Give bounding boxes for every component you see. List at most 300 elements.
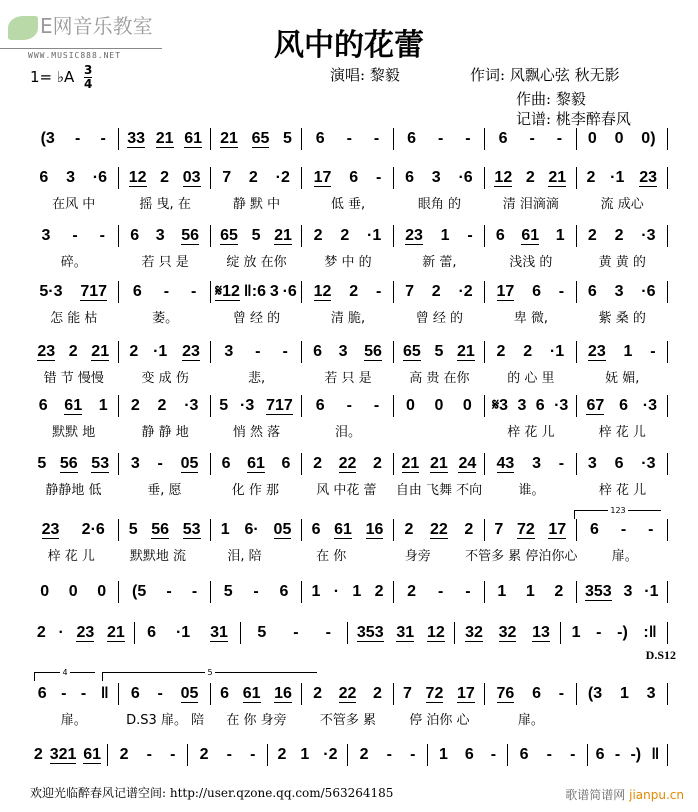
lyric-segment: 扉。 xyxy=(517,713,544,728)
note-group: 0 xyxy=(40,583,50,600)
note-group: - xyxy=(558,455,565,472)
note-group: - xyxy=(558,283,565,300)
note-group: 0 xyxy=(462,397,472,414)
lyrics-line xyxy=(28,193,668,212)
notes-line xyxy=(28,683,668,705)
note-group: · xyxy=(333,583,340,600)
note-group: - xyxy=(490,746,497,763)
note-group: 61 xyxy=(334,520,352,538)
note-group: 3 xyxy=(41,227,51,244)
note-group: 21 xyxy=(106,623,125,641)
note-group: 2 xyxy=(313,685,322,702)
measure xyxy=(561,622,668,644)
note-group: - xyxy=(74,130,81,147)
note-group: 05 xyxy=(180,684,199,702)
note-group: 2 xyxy=(68,343,78,360)
note-group: 5 xyxy=(434,343,444,360)
note-group: 6 xyxy=(38,397,48,414)
note-group: 6 xyxy=(281,455,291,472)
measure xyxy=(302,341,393,363)
note-group: 17 xyxy=(456,684,475,702)
note-group: 16 xyxy=(274,684,292,702)
note-group: 53 xyxy=(182,520,201,538)
note-group: ·1 xyxy=(610,169,625,186)
volta-123 xyxy=(574,506,661,519)
lyric-segment: 默默 地 xyxy=(52,425,96,440)
measure xyxy=(485,128,576,150)
note-group: 321 xyxy=(49,745,77,763)
note-group: - xyxy=(465,130,471,147)
note-group: - xyxy=(596,624,602,641)
lyric-segment: 紫 桑 的 xyxy=(598,311,646,326)
lyric-segment: 不管多 累 xyxy=(319,713,377,728)
note-group: 5 xyxy=(251,227,261,244)
note-group: - xyxy=(650,343,656,360)
lyric-segment: 碎。 xyxy=(60,255,87,270)
note-group: 3 xyxy=(587,455,597,472)
key-signature: 1= ♭A xyxy=(30,68,75,86)
lyric-segment: 静 静 地 xyxy=(141,425,189,440)
note-group: 17 xyxy=(548,520,567,538)
lyric-segment: 若 只 是 xyxy=(141,255,189,270)
lyric-segment: 清 泪滴滴 xyxy=(502,197,559,212)
note-group: 5 xyxy=(257,624,267,641)
measure xyxy=(485,519,576,541)
note-group: 23 xyxy=(37,342,56,360)
note-group: 22 xyxy=(429,520,448,538)
note-group: ·3 xyxy=(240,397,255,414)
note-group: 23 xyxy=(41,520,60,538)
notes-line xyxy=(28,395,668,417)
note-group: ·6 xyxy=(641,283,656,300)
lyric-segment: 垂, 愿 xyxy=(147,483,182,498)
notes-line xyxy=(28,167,668,189)
note-group: 6 xyxy=(619,397,628,414)
note-group: 12 xyxy=(426,623,445,641)
volta-label: 4 xyxy=(62,668,68,677)
measure xyxy=(485,453,576,475)
measure xyxy=(577,581,668,603)
note-group: 2 xyxy=(404,521,414,538)
note-group: - xyxy=(620,521,627,538)
measure xyxy=(577,519,668,541)
lyric-segment: 梓 花 儿 xyxy=(598,483,647,498)
note-group: ·2 xyxy=(275,169,290,186)
measure xyxy=(577,341,668,363)
measure xyxy=(302,281,393,303)
note-group: - xyxy=(157,685,163,702)
lyric-segment: 新 蕾, xyxy=(422,255,457,270)
note-group: 6 xyxy=(349,169,359,186)
note-group: 21 xyxy=(274,226,292,244)
watermark-cn: 歌谱简谱网 xyxy=(565,788,626,802)
note-group: - xyxy=(410,746,416,763)
note-group: 1 xyxy=(497,583,507,600)
lyric-segment: 高 贵 在你 xyxy=(409,371,470,386)
note-group: -) xyxy=(617,624,628,641)
lyrics-line xyxy=(28,307,668,326)
notes-line xyxy=(28,519,668,541)
note-group: ·2 xyxy=(458,283,473,300)
note-group: ·6 xyxy=(92,169,107,186)
note-group: 3 xyxy=(517,397,527,414)
note-group: 6 xyxy=(279,583,289,600)
note-group: 2 xyxy=(36,624,46,641)
measure xyxy=(394,167,485,189)
lyric-segment: 摇 曳, 在 xyxy=(139,197,191,212)
transcriber: 记谱: 桃李醉春风 xyxy=(516,110,631,128)
note-group: 1 xyxy=(438,746,448,763)
note-group: 717 xyxy=(80,282,108,300)
note-group: 2 xyxy=(277,746,287,763)
logo-text: E网音乐教室 xyxy=(40,14,153,38)
volta-label: 5 xyxy=(207,668,213,677)
note-group: 1 xyxy=(525,583,535,600)
note-group: 6 xyxy=(614,455,624,472)
note-group: 32 xyxy=(498,623,517,641)
measure xyxy=(119,453,210,475)
note-group: 21 xyxy=(220,129,238,147)
measure xyxy=(394,453,485,475)
lyric-segment: 静 默 中 xyxy=(232,197,281,212)
lyric-segment: 浅浅 的 xyxy=(509,255,553,270)
lyric-segment: 梓 花 儿 xyxy=(598,425,646,440)
note-group: 6 xyxy=(220,685,230,702)
note-group: - xyxy=(346,397,352,414)
measure xyxy=(302,453,393,475)
measure xyxy=(302,128,393,150)
note-group: 21 xyxy=(429,454,448,472)
note-group: 1 xyxy=(619,685,629,702)
note-group: 6 xyxy=(532,283,541,300)
measure xyxy=(577,453,668,475)
note-group: 2 xyxy=(523,343,533,360)
note-group: - xyxy=(72,227,78,244)
measure xyxy=(135,622,242,644)
lyricist: 作词: 风飘心弦 秋无影 xyxy=(470,66,620,84)
note-group: 1 xyxy=(623,343,633,360)
note-group: 21 xyxy=(401,454,420,472)
note-group: - xyxy=(438,583,444,600)
note-group: 3 xyxy=(155,227,165,244)
note-group: ·3 xyxy=(642,397,658,414)
note-group: 17 xyxy=(313,168,332,186)
lyric-segment: 绽 放 在你 xyxy=(226,255,287,270)
note-group: 6 xyxy=(590,521,599,538)
measure xyxy=(348,622,455,644)
notes-line xyxy=(28,281,668,303)
lyrics-line xyxy=(28,479,668,498)
note-group: 21 xyxy=(155,129,174,147)
note-group: - xyxy=(467,227,473,244)
note-group: 0 xyxy=(97,583,107,600)
score-row xyxy=(28,167,668,212)
note-group: 1 xyxy=(571,624,581,641)
measure xyxy=(485,395,576,417)
ts-bottom: 4 xyxy=(84,77,93,91)
note-group: 3 xyxy=(646,685,656,702)
watermark-en: jianpu.cn xyxy=(629,788,684,802)
note-group: 5 xyxy=(37,455,47,472)
notes-line xyxy=(28,744,668,766)
note-group: 6 xyxy=(315,397,325,414)
measure xyxy=(119,581,210,603)
note-group: - xyxy=(614,746,621,763)
lyrics-line xyxy=(28,251,668,270)
note-group: - xyxy=(375,283,382,300)
note-group: - xyxy=(170,746,176,763)
measure xyxy=(119,395,210,417)
measure xyxy=(211,281,302,303)
measure xyxy=(302,683,393,705)
note-group: 05 xyxy=(273,520,292,538)
lyric-segment: 风 中花 蕾 xyxy=(316,483,377,498)
note-group: ·3 xyxy=(184,397,199,414)
note-group: - xyxy=(465,583,471,600)
note-group: 56 xyxy=(364,342,382,360)
note-group: 1 xyxy=(300,746,310,763)
note-group: 7 xyxy=(403,685,412,702)
measure xyxy=(211,519,302,541)
measure xyxy=(28,744,108,766)
measure xyxy=(211,128,302,150)
lyric-segment: 默默地 流 xyxy=(129,549,186,564)
note-group: 23 xyxy=(182,342,200,360)
note-group: ‖ xyxy=(100,685,109,702)
lyric-segment: 身旁 xyxy=(404,549,431,564)
notes-line xyxy=(28,225,668,247)
measure xyxy=(577,225,668,247)
lyric-segment: 自由 飞舞 不向 xyxy=(395,483,483,498)
measure xyxy=(28,581,119,603)
note-group: 23 xyxy=(639,168,658,186)
note-group: 12 xyxy=(128,168,147,186)
note-group: ‖:6 xyxy=(243,283,266,300)
score-row xyxy=(28,453,668,498)
notes-line xyxy=(28,453,668,475)
measure xyxy=(577,683,668,705)
measure xyxy=(211,453,302,475)
note-group: 2 xyxy=(614,227,624,244)
measure xyxy=(28,395,119,417)
note-group: 56 xyxy=(59,454,78,472)
note-group: 5 xyxy=(283,130,292,147)
note-group: (5 xyxy=(132,583,147,600)
note-group: 6 xyxy=(405,169,414,186)
note-group: - xyxy=(529,130,535,147)
score-row xyxy=(28,581,668,603)
note-group: - xyxy=(100,130,106,147)
note-group: - xyxy=(282,343,288,360)
note-group: 1 xyxy=(98,397,108,414)
measure xyxy=(428,744,508,766)
note-group: 1 xyxy=(311,583,321,600)
note-group: 2 xyxy=(248,169,258,186)
score-row xyxy=(28,281,668,326)
lyric-segment: 眼角 的 xyxy=(417,197,461,212)
measure xyxy=(28,453,119,475)
note-group: 21 xyxy=(91,342,110,360)
note-group: 2 xyxy=(33,746,43,763)
measure xyxy=(348,744,428,766)
measure xyxy=(394,281,485,303)
lyric-segment: 化 作 那 xyxy=(231,483,280,498)
note-group: 6 xyxy=(595,746,605,763)
song-title: 风中的花蕾 xyxy=(274,28,424,63)
note-group: 6 xyxy=(221,455,231,472)
note-group: 7 xyxy=(222,169,232,186)
note-group: 16 xyxy=(365,520,384,538)
lyrics-line xyxy=(28,709,668,728)
note-group: 24 xyxy=(458,454,477,472)
note-group: 2 xyxy=(554,583,564,600)
ds-marking: D.S12 xyxy=(645,648,676,662)
notes-line xyxy=(28,341,668,363)
note-group: - xyxy=(375,169,382,186)
measure xyxy=(302,225,393,247)
note-group: 2 xyxy=(372,685,382,702)
measure xyxy=(268,744,348,766)
lyric-segment: 在风 中 xyxy=(52,197,96,212)
watermark xyxy=(565,786,684,803)
volta-5 xyxy=(102,668,317,681)
note-group: 03 xyxy=(182,168,201,186)
note-group: 67 xyxy=(586,396,605,414)
note-group: 6 xyxy=(495,227,505,244)
measure xyxy=(119,683,210,705)
measure xyxy=(394,128,485,150)
note-group: 6 xyxy=(37,685,47,702)
measure xyxy=(119,128,210,150)
measure xyxy=(28,622,135,644)
note-group: 33 xyxy=(127,129,146,147)
measure xyxy=(119,167,210,189)
note-group: 61 xyxy=(521,226,540,244)
measure xyxy=(28,683,119,705)
note-group: -) xyxy=(630,746,642,763)
note-group: 3 xyxy=(623,583,633,600)
lyric-segment: 泪。 xyxy=(334,425,361,440)
lyric-segment: 萎。 xyxy=(152,311,179,326)
measure xyxy=(485,341,576,363)
note-group: 2 xyxy=(129,343,139,360)
measure xyxy=(302,519,393,541)
note-group: 6 xyxy=(519,746,529,763)
note-group: 61 xyxy=(64,396,83,414)
note-group: 5·3 xyxy=(39,283,63,300)
measure xyxy=(28,128,119,150)
note-group: 61 xyxy=(184,129,202,147)
lyric-segment: 卑 微, xyxy=(513,311,548,326)
note-group: ·6 xyxy=(458,169,473,186)
measure xyxy=(28,281,119,303)
measure xyxy=(211,581,302,603)
note-group: 0) xyxy=(641,130,656,147)
lyric-segment: 妩 媚, xyxy=(605,371,640,386)
lyric-segment: 怎 能 枯 xyxy=(50,311,98,326)
note-group: 53 xyxy=(91,454,110,472)
note-group: 72 xyxy=(425,684,444,702)
measure xyxy=(188,744,268,766)
note-group: 1 xyxy=(352,583,362,600)
lyric-segment: 低 垂, xyxy=(330,197,366,212)
note-group: - xyxy=(570,746,576,763)
note-group: - xyxy=(191,283,197,300)
note-group: - xyxy=(373,397,380,414)
note-group: 6 xyxy=(130,685,140,702)
note-group: 72 xyxy=(516,520,535,538)
measure xyxy=(28,225,119,247)
lyric-segment xyxy=(394,421,485,440)
lyrics-line xyxy=(28,545,668,564)
note-group: ·1 xyxy=(549,343,565,360)
measure xyxy=(455,622,562,644)
note-group: 6 xyxy=(39,169,49,186)
note-group: 3 xyxy=(269,283,279,300)
ts-top: 3 xyxy=(84,63,93,77)
note-group: 2 xyxy=(160,169,170,186)
lyric-segment: D.S3 扉。 陪 xyxy=(126,713,205,728)
measure xyxy=(577,281,668,303)
measure xyxy=(211,167,302,189)
note-group: 2 xyxy=(587,227,597,244)
note-group: 61 xyxy=(247,454,265,472)
measure xyxy=(577,167,668,189)
note-group: ·3 xyxy=(641,455,656,472)
note-group: 3 xyxy=(130,455,140,472)
note-group: ·1 xyxy=(153,343,168,360)
note-group: 6 xyxy=(464,746,474,763)
note-group: - xyxy=(157,455,163,472)
note-group: 5 xyxy=(219,397,229,414)
note-group: 3 xyxy=(614,283,624,300)
measure xyxy=(394,683,485,705)
note-group: 1 xyxy=(555,227,565,244)
note-group: 6 xyxy=(532,685,541,702)
note-group: ·3 xyxy=(554,397,569,414)
lyric-segment: 若 只 是 xyxy=(324,371,372,386)
note-group: - xyxy=(146,746,152,763)
note-group: 43 xyxy=(496,454,515,472)
score-row xyxy=(28,225,668,270)
measure xyxy=(211,395,302,417)
lyric-segment: 悲, xyxy=(247,371,266,386)
note-group: 6 xyxy=(130,227,140,244)
lyric-segment: 不管多 累 停泊你心 xyxy=(465,549,578,564)
note-group: 353 xyxy=(356,623,384,641)
note-group: 2 xyxy=(359,746,369,763)
note-group: 1 xyxy=(440,227,450,244)
note-group: ·6 xyxy=(282,283,297,300)
note-group: - xyxy=(61,685,67,702)
lyric-segment: 流 成心 xyxy=(600,197,644,212)
note-group: 0 xyxy=(614,130,624,147)
note-group: 2 xyxy=(496,343,506,360)
note-group: 2 xyxy=(464,521,474,538)
note-group: 7 xyxy=(494,521,504,538)
notes-line xyxy=(28,128,668,150)
note-group: - xyxy=(346,130,352,147)
composer: 作曲: 黎毅 xyxy=(516,90,586,108)
lyric-segment: 泪, 陪 xyxy=(227,549,262,564)
note-group: 12 xyxy=(494,168,513,186)
note-group: 6 xyxy=(311,521,321,538)
note-group: 23 xyxy=(405,226,423,244)
note-group: 13 xyxy=(532,623,550,641)
note-group: 2 xyxy=(372,455,382,472)
note-group: ·2 xyxy=(323,746,338,763)
note-group: 2 xyxy=(340,227,350,244)
